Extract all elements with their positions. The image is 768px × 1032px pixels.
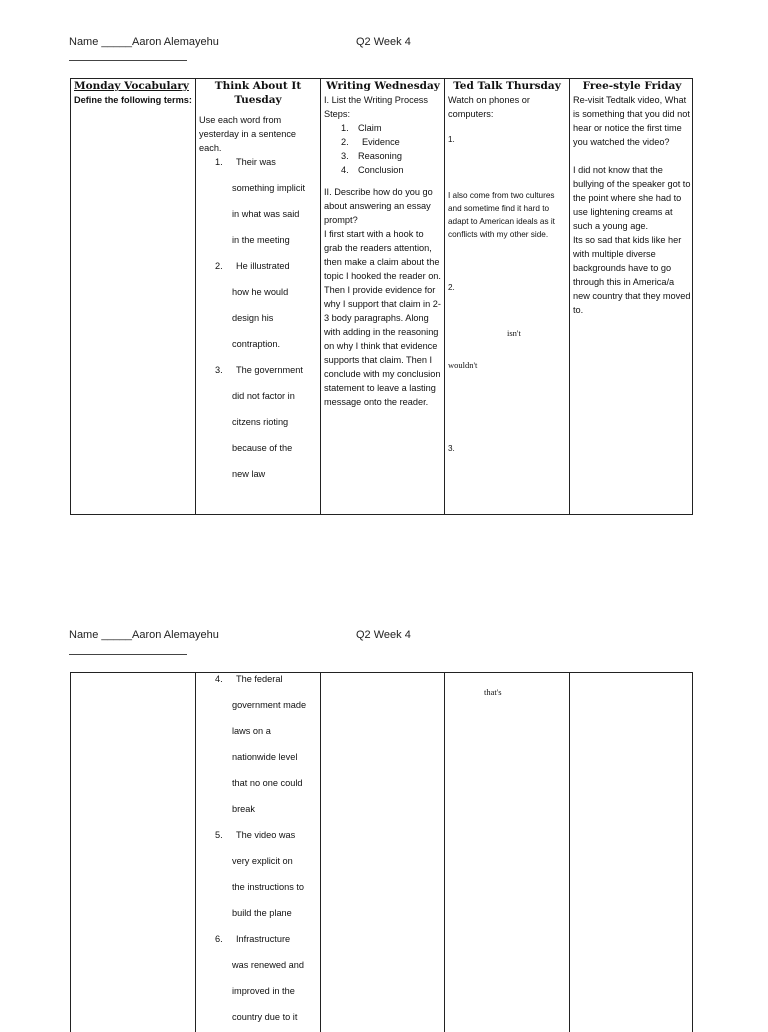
sentence-line <box>215 435 317 461</box>
ted-question-3-number: 3. <box>448 444 455 453</box>
friday-column <box>570 79 694 317</box>
sentence-line <box>215 770 317 796</box>
tuesday-column <box>196 79 320 487</box>
weekly-table <box>70 78 693 515</box>
name-underline-page2 <box>69 654 187 655</box>
sentence-line <box>215 744 317 770</box>
ted-word-thats: that's <box>484 687 502 697</box>
tuesday-instructions: Use each word from yesterday in a sentence each. <box>199 115 297 153</box>
sentence-text: Infrastructure <box>236 934 291 944</box>
sentence-text: something implicit <box>232 183 306 193</box>
sentence-text: that no one could <box>232 778 303 788</box>
sentence-text: build the plane <box>232 908 292 918</box>
sentence-line <box>215 461 317 487</box>
sentence-number: 4. <box>215 674 223 684</box>
friday-answer-2: Its so sad that kids like her with multiple diverse backgrounds have to go through this in America/a new country that they moved to. <box>573 235 691 315</box>
sentence-number: 5. <box>215 830 223 840</box>
week-label: Q2 Week 4 <box>356 36 411 48</box>
column-divider <box>444 673 445 1032</box>
sentence-text: did not factor in <box>232 391 295 401</box>
sentence-line <box>215 331 317 357</box>
column-header-monday: Monday Vocabulary <box>74 80 189 92</box>
thursday-instructions: Watch on phones or computers: <box>448 95 530 119</box>
sentence-number: 1. <box>215 157 223 167</box>
sentence-line <box>215 279 317 305</box>
sentence-number: 2. <box>215 261 223 271</box>
column-header-friday: Free-style Friday <box>582 80 682 92</box>
name-label-page2: Name _____Aaron Alemayehu <box>69 629 219 641</box>
column-header-thursday: Ted Talk Thursday <box>453 80 561 92</box>
column-divider <box>569 673 570 1032</box>
sentence-line <box>215 874 317 900</box>
sentence-line <box>215 718 317 744</box>
writing-step <box>341 121 442 135</box>
sentence-line <box>215 383 317 409</box>
sentence-line <box>215 227 317 253</box>
column-header-wednesday: Writing Wednesday <box>326 80 440 92</box>
sentence-text: in the meeting <box>232 235 290 245</box>
sentence-line <box>215 978 317 1004</box>
sentence-text: citzens rioting <box>232 417 289 427</box>
sentence-text: break <box>232 804 255 814</box>
sentence-text: He illustrated <box>236 261 290 271</box>
ted-word-isnt: isn't <box>507 328 521 338</box>
step-number: 4. <box>341 165 349 175</box>
sentence-line <box>215 666 317 692</box>
sentence-text: design his <box>232 313 274 323</box>
sentence-text: The government <box>236 365 303 375</box>
sentence-line <box>215 1004 317 1030</box>
sentence-line <box>215 926 317 952</box>
weekly-table-continued <box>70 672 693 1032</box>
step-label: Evidence <box>362 137 400 147</box>
ted-question-2-number: 2. <box>448 283 455 292</box>
sentence-number: 3. <box>215 365 223 375</box>
sentence-text: laws on a <box>232 726 271 736</box>
column-divider <box>320 673 321 1032</box>
sentence-line <box>215 357 317 383</box>
ted-question-1-number: 1. <box>448 135 455 144</box>
sentence-text: the instructions to <box>232 882 305 892</box>
ted-word-wouldnt: wouldn't <box>448 360 478 370</box>
tuesday-column-continued <box>196 673 320 1030</box>
column-header-tuesday: Think About It Tuesday <box>214 80 302 106</box>
sentence-text: was renewed and <box>232 960 305 970</box>
sentence-text: contraption. <box>232 339 281 349</box>
step-label: Claim <box>358 123 382 133</box>
sentence-line <box>215 305 317 331</box>
sentence-text: government made <box>232 700 307 710</box>
sentence-line <box>215 409 317 435</box>
monday-column <box>71 79 195 107</box>
sentence-text: in what was said <box>232 209 300 219</box>
sentence-text: because of the <box>232 443 293 453</box>
sentence-text: very explicit on <box>232 856 293 866</box>
tuesday-sentence-list-continued <box>215 666 317 1030</box>
wednesday-column <box>321 79 445 409</box>
step-number: 3. <box>341 151 349 161</box>
step-number: 1. <box>341 123 349 133</box>
sentence-text: how he would <box>232 287 289 297</box>
writing-step <box>341 163 442 177</box>
writing-step <box>341 149 442 163</box>
sentence-line <box>215 692 317 718</box>
ted-answer-1: I also come from two cultures and sometime find it hard to adapt to American ideals as it conflicts with my other side. <box>448 191 555 239</box>
monday-instructions: Define the following terms: <box>74 95 192 105</box>
step-label: Conclusion <box>358 165 404 175</box>
sentence-text: The video was <box>236 830 296 840</box>
sentence-number: 6. <box>215 934 223 944</box>
writing-process-prompt: I. List the Writing Process Steps: <box>324 95 428 119</box>
step-label: Reasoning <box>358 151 402 161</box>
thursday-column <box>445 79 569 516</box>
sentence-line <box>215 175 317 201</box>
sentence-line <box>215 900 317 926</box>
sentence-text: The federal <box>236 674 283 684</box>
step-number: 2. <box>341 137 349 147</box>
week-label-page2: Q2 Week 4 <box>356 629 411 641</box>
essay-prompt-question: II. Describe how do you go about answering an essay prompt? <box>324 187 433 225</box>
friday-answer-1: I did not know that the bullying of the speaker got to the point where she had to use lightening creams at such a young age. <box>573 165 691 231</box>
sentence-line <box>215 149 317 175</box>
sentence-line <box>215 201 317 227</box>
sentence-text: nationwide level <box>232 752 298 762</box>
sentence-text: new law <box>232 469 266 479</box>
sentence-line <box>215 796 317 822</box>
name-underline <box>69 60 187 61</box>
sentence-text: Their was <box>236 157 276 167</box>
tuesday-sentence-list <box>215 149 317 487</box>
writing-process-steps <box>341 121 442 177</box>
sentence-text: country due to it <box>232 1012 298 1022</box>
writing-step <box>341 135 442 149</box>
sentence-line <box>215 952 317 978</box>
name-label: Name _____Aaron Alemayehu <box>69 36 219 48</box>
essay-prompt-answer: I first start with a hook to grab the readers attention, then make a claim about the topic I hooked the reader on. Then I provide evidence for why I support that claim in 2-3 body paragraphs. Along with adding in the reasoning on why I think that evidence supports that claim. Then I conclude with my conclusion statement to leave a lasting message onto the reader. <box>324 229 441 407</box>
sentence-line <box>215 848 317 874</box>
friday-prompt: Re-visit Tedtalk video, What is something that you did not hear or notice the first time you watched the video? <box>573 95 690 147</box>
sentence-line <box>215 822 317 848</box>
sentence-line <box>215 253 317 279</box>
sentence-text: improved in the <box>232 986 295 996</box>
